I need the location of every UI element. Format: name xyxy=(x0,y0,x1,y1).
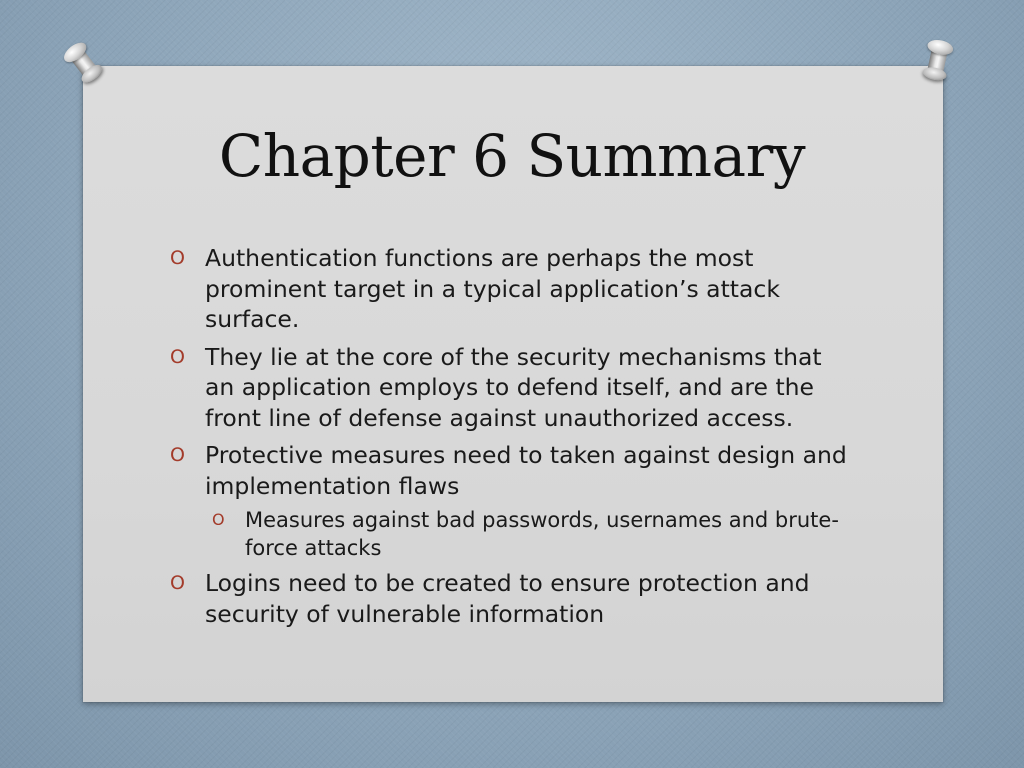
slide-title: Chapter 6 Summary xyxy=(218,122,806,190)
bullet-text: Protective measures need to taken against design and implementation flaws xyxy=(205,441,847,500)
bullet-item xyxy=(170,440,850,501)
sub-bullet-item xyxy=(212,506,850,562)
bullet-item xyxy=(170,243,850,335)
bullet-text: Authentication functions are perhaps the most prominent target in a typical application’s attack surface. xyxy=(205,244,780,333)
bullet-marker-icon: O xyxy=(170,247,185,269)
pushpin-icon xyxy=(918,37,957,88)
bullet-marker-icon: O xyxy=(170,345,185,368)
bullet-marker-icon: O xyxy=(170,572,185,594)
bullet-text: Logins need to be created to ensure protection and security of vulnerable information xyxy=(205,569,810,628)
bullet-item xyxy=(170,342,850,434)
bullet-marker-icon: O xyxy=(212,510,225,529)
bullet-text: Measures against bad passwords, usernames and brute-force attacks xyxy=(245,508,839,560)
bullet-item xyxy=(170,568,850,629)
bullet-text: They lie at the core of the security mechanisms that an application employs to defend itself, and are the front line of defense against unauthorized access. xyxy=(205,342,822,432)
bullet-list xyxy=(170,243,850,636)
bullet-marker-icon: O xyxy=(170,444,185,466)
